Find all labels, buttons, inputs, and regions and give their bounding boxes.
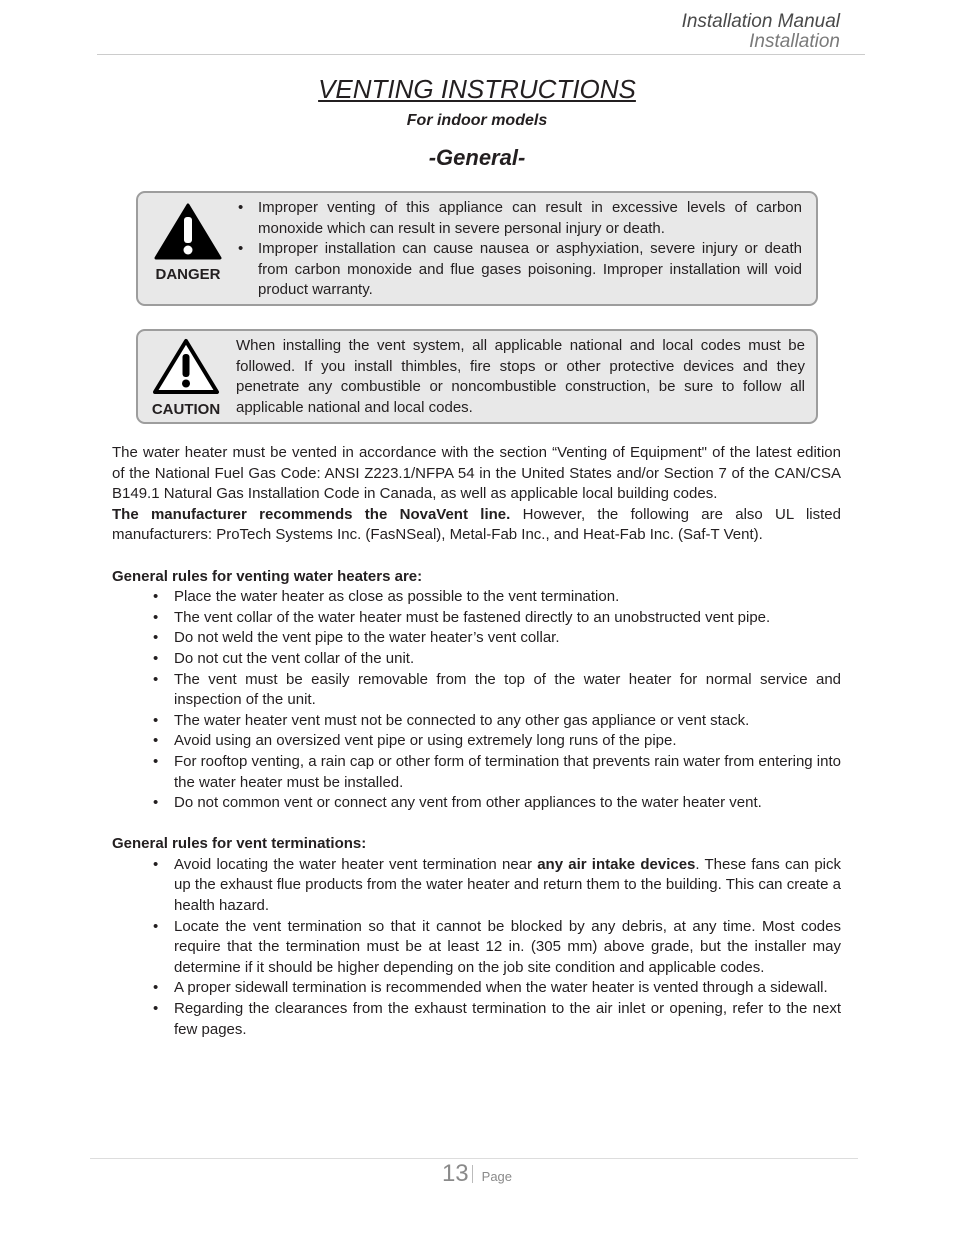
danger-item: • Improper installation can cause nausea or asphyxiation, severe injury or death from carbon monoxide and flue gases poisoning. Improper installation will void product warranty. [236, 239, 802, 301]
list-item: • A proper sidewall termination is recommended when the water heater is vented through a sidewall. [112, 978, 841, 999]
page-title: VENTING INSTRUCTIONS [318, 74, 636, 104]
header-manual-title: Installation Manual [681, 11, 840, 32]
list-item: • The vent must be easily removable from the top of the water heater for normal service and inspection of the unit. [112, 670, 841, 711]
danger-box [136, 191, 818, 306]
body-text [112, 443, 841, 1040]
list-item: • Regarding the clearances from the exhaust termination to the air inlet or opening, refer to the next few pages. [112, 999, 841, 1040]
list-item: • Locate the vent termination so that it cannot be blocked by any debris, at any time. Most codes require that the termination must be at least 12 in. (305 mm) above grade, but the installer may determine if it should be higher depending on the job site condition and applicable codes. [112, 917, 841, 979]
intro-paragraph: The water heater must be vented in accordance with the section “Venting of Equipment" of the latest edition of the National Fuel Gas Code: ANSI Z223.1/NFPA 54 in the United States and/or Section 7 of the CAN/CSA B149.1 Natural Gas Installation Code in Canada, as well as applicable local building codes. [112, 444, 841, 503]
danger-text [236, 198, 802, 301]
list-item: • Do not common vent or connect any vent from other appliances to the water heater vent. [112, 793, 841, 814]
list-item: • Do not weld the vent pipe to the water heater’s vent collar. [112, 628, 841, 649]
list-item: • For rooftop venting, a rain cap or other form of termination that prevents rain water from entering into the water heater must be installed. [112, 752, 841, 793]
running-header [682, 12, 840, 51]
air-intake-emphasis: any air intake devices [537, 855, 696, 873]
caution-text: When installing the vent system, all applicable national and local codes must be followed. If you install thimbles, fire stops or other protective devices and they penetrate any combustible or noncombustible construction, be sure to follow all applicable national and local codes. [236, 337, 805, 416]
list-item: • Avoid locating the water heater vent termination near any air intake devices. These fans can pick up the exhaust flue products from the water heater and return them to the building. This can create a health hazard. [112, 855, 841, 917]
header-divider [97, 54, 865, 55]
page-label: Page [481, 1169, 513, 1184]
listed-manufacturers: However, the following are also UL listed manufacturers: ProTech Systems Inc. (FasNSeal), Metal-Fab Inc., and Heat-Fab Inc. (Saf-T Vent). [112, 505, 841, 544]
header-section-title: Installation [749, 31, 840, 52]
warning-triangle-icon [153, 201, 223, 261]
list-item: • Place the water heater as close as possible to the vent termination. [112, 587, 841, 608]
caution-label: CAUTION [151, 401, 221, 418]
footer-separator [472, 1165, 473, 1183]
warning-triangle-icon [151, 336, 221, 396]
caution-symbol [146, 336, 226, 418]
page-footer [0, 1160, 954, 1188]
termination-rules-heading: General rules for vent terminations: [112, 835, 367, 853]
footer-divider [90, 1158, 858, 1159]
venting-rules-heading: General rules for venting water heaters are: [112, 567, 423, 585]
list-item: • Do not cut the vent collar of the unit. [112, 649, 841, 670]
manufacturer-paragraph [112, 505, 841, 546]
list-item: • The vent collar of the water heater must be fastened directly to an unobstructed vent pipe. [112, 608, 841, 629]
caution-box [136, 329, 818, 424]
list-item: • Avoid using an oversized vent pipe or using extremely long runs of the pipe. [112, 731, 841, 752]
section-heading: -General- [428, 145, 526, 170]
danger-label: DANGER [155, 266, 221, 283]
venting-rules-list [112, 587, 841, 814]
list-item: • The water heater vent must not be connected to any other gas appliance or vent stack. [112, 711, 841, 732]
danger-symbol [150, 201, 226, 283]
termination-rules-list [112, 855, 841, 1040]
manufacturer-recommendation: The manufacturer recommends the NovaVent line. [112, 505, 511, 523]
page-number: 13 [441, 1160, 469, 1187]
page-subtitle: For indoor models [406, 112, 548, 129]
danger-item: • Improper venting of this appliance can result in excessive levels of carbon monoxide which can result in severe personal injury or death. [236, 198, 802, 239]
